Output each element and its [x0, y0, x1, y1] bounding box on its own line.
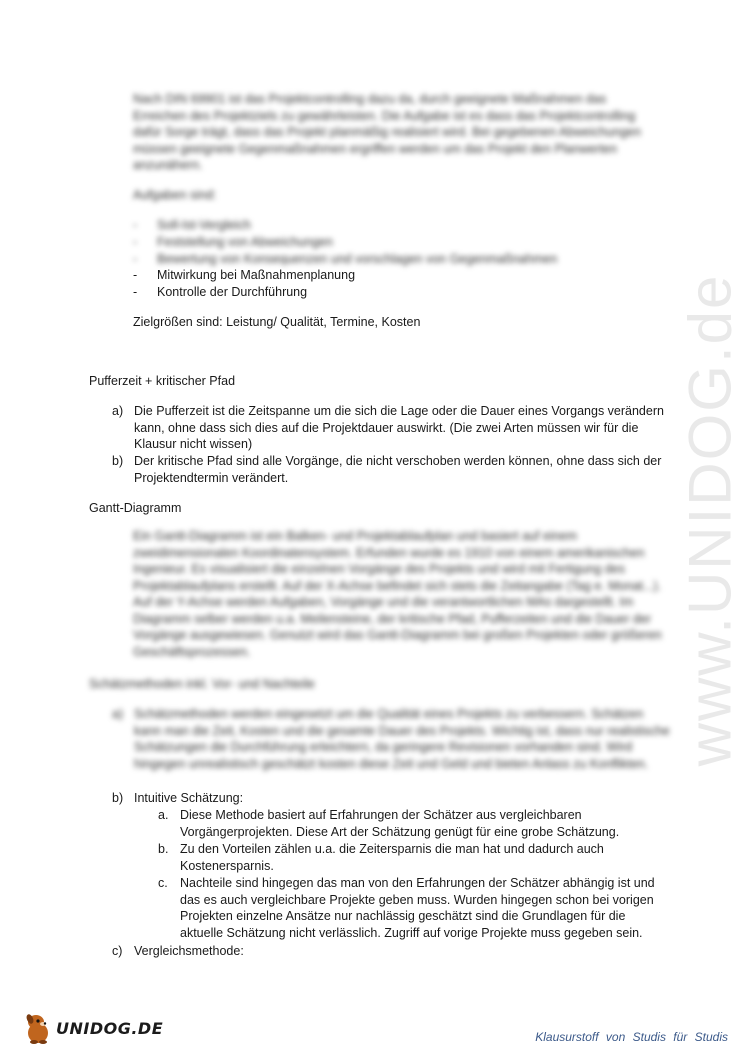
- sub-list-item: c. Nachteile sind hingegen das man von den Erfahrungen der Schätzer abhängig ist und das es auch vergleichbare Projekte geben muss. Wurden hingegen schon bei vorigen Projekten einzelne Ansätze nur nachlässig geschätzt sind die Grundlagen für die aktuelle Schätzung nicht verlässlich. Zugriff auf vorige Projekte muss gegeben sein.: [158, 876, 655, 940]
- section-heading-schaetzmethoden: Schätzmethoden inkl. Vor- und Nachteile: [89, 677, 315, 691]
- task-item: - Kontrolle der Durchführung: [133, 285, 308, 299]
- target-values: Zielgrößen sind: Leistung/ Qualität, Termine, Kosten: [133, 315, 421, 329]
- list-item: c) Vergleichsmethode:: [112, 944, 244, 958]
- task-item: - Soll-Ist-Vergleich: [133, 218, 251, 232]
- footer-tagline: Klausurstoff von Studis für Studis: [535, 1030, 728, 1044]
- logo-text: UNIDOG.DE: [56, 1018, 164, 1038]
- unidog-logo: [22, 1010, 163, 1046]
- task-item: - Feststellung von Abweichungen: [133, 235, 333, 249]
- sub-list-item: a. Diese Methode basiert auf Erfahrungen der Schätzer aus vergleichbaren Vorgängerprojekten. Diese Art der Schätzung genügt für eine grobe Schätzung.: [158, 808, 620, 839]
- task-item: - Bewertung von Konsequenzen und vorschlagen von Gegenmaßnahmen: [133, 252, 558, 266]
- intro-paragraph: Nach DIN 69901 ist das Projektcontrolling dazu da, durch geeignete Maßnahmen das Erreichen des Projektziels zu gewährleisten. Die Aufgabe ist es dass das Projektcontrolling dafür Sorge trägt, dass das Projekt planmäßig realisiert wird. Bei gegebenen Abweichungen müssen geeignete Gegenmaßnahmen ergriffen werden um das Projekt den Planwerten anzunähern.: [133, 92, 641, 172]
- dog-icon: [22, 1011, 54, 1045]
- gantt-paragraph: Ein Gantt-Diagramm ist ein Balken- und Projektablaufplan und basiert auf einem zweidimensionalen Koordinatensystem. Erfunden wurde es 1910 von einem amerikanischen Ingenieur. Es visualisiert die einzelnen Vorgänge des Projekts und wird mit Fertigung des Projektablaufplans erstellt. Auf der X-Achse befindet sich stets die Zeitangabe (Tag e. Monat...). Auf der Y-Achse werden Aufgaben, Vorgänge und die verantwortlichen MAs dargestellt. Im Diagramm selber werden u.a. Meilensteine, der kritische Pfad, Pufferzeiten und die Dauer der Vorgänge ausgewiesen. Genutzt wird das Gantt-Diagramm bei großen Projekten oder größeren Geschäftsprozessen.: [133, 529, 662, 659]
- watermark: www.UNIDOG.de: [676, 273, 744, 767]
- list-item: b) Intuitive Schätzung:: [112, 791, 244, 805]
- list-item: a) Die Pufferzeit ist die Zeitspanne um die sich die Lage oder die Dauer eines Vorgangs verändern kann, ohne dass sich dies auf die Projektdauer auswirkt. (Die zwei Arten müssen wir für die Klausur nicht wissen): [112, 404, 664, 451]
- tasks-heading: Aufgaben sind:: [133, 188, 217, 202]
- section-heading-pufferzeit: Pufferzeit + kritischer Pfad: [89, 374, 236, 388]
- list-item: a) Schätzmethoden werden eingesetzt um die Qualität eines Projekts zu verbessern. Schätzen kann man die Zeit, Kosten und die gesamte Dauer des Projekts. Wichtig ist, dass nur realistische Schätzungen die Durchführung erleichtern, da geringere Revisionen vorhanden sind. Wird hingegen unrealistisch geschätzt kosten diese Zeit und Geld und bieten Anlass zu Konflikten.: [112, 707, 670, 771]
- sub-list-item: b. Zu den Vorteilen zählen u.a. die Zeitersparnis die man hat und dadurch auch Kostenersparnis.: [158, 842, 604, 873]
- list-item: b) Der kritische Pfad sind alle Vorgänge, die nicht verschoben werden können, ohne dass sich der Projektendtermin verändert.: [112, 454, 662, 485]
- task-item: - Mitwirkung bei Maßnahmenplanung: [133, 268, 356, 282]
- section-heading-gantt: Gantt-Diagramm: [89, 501, 182, 515]
